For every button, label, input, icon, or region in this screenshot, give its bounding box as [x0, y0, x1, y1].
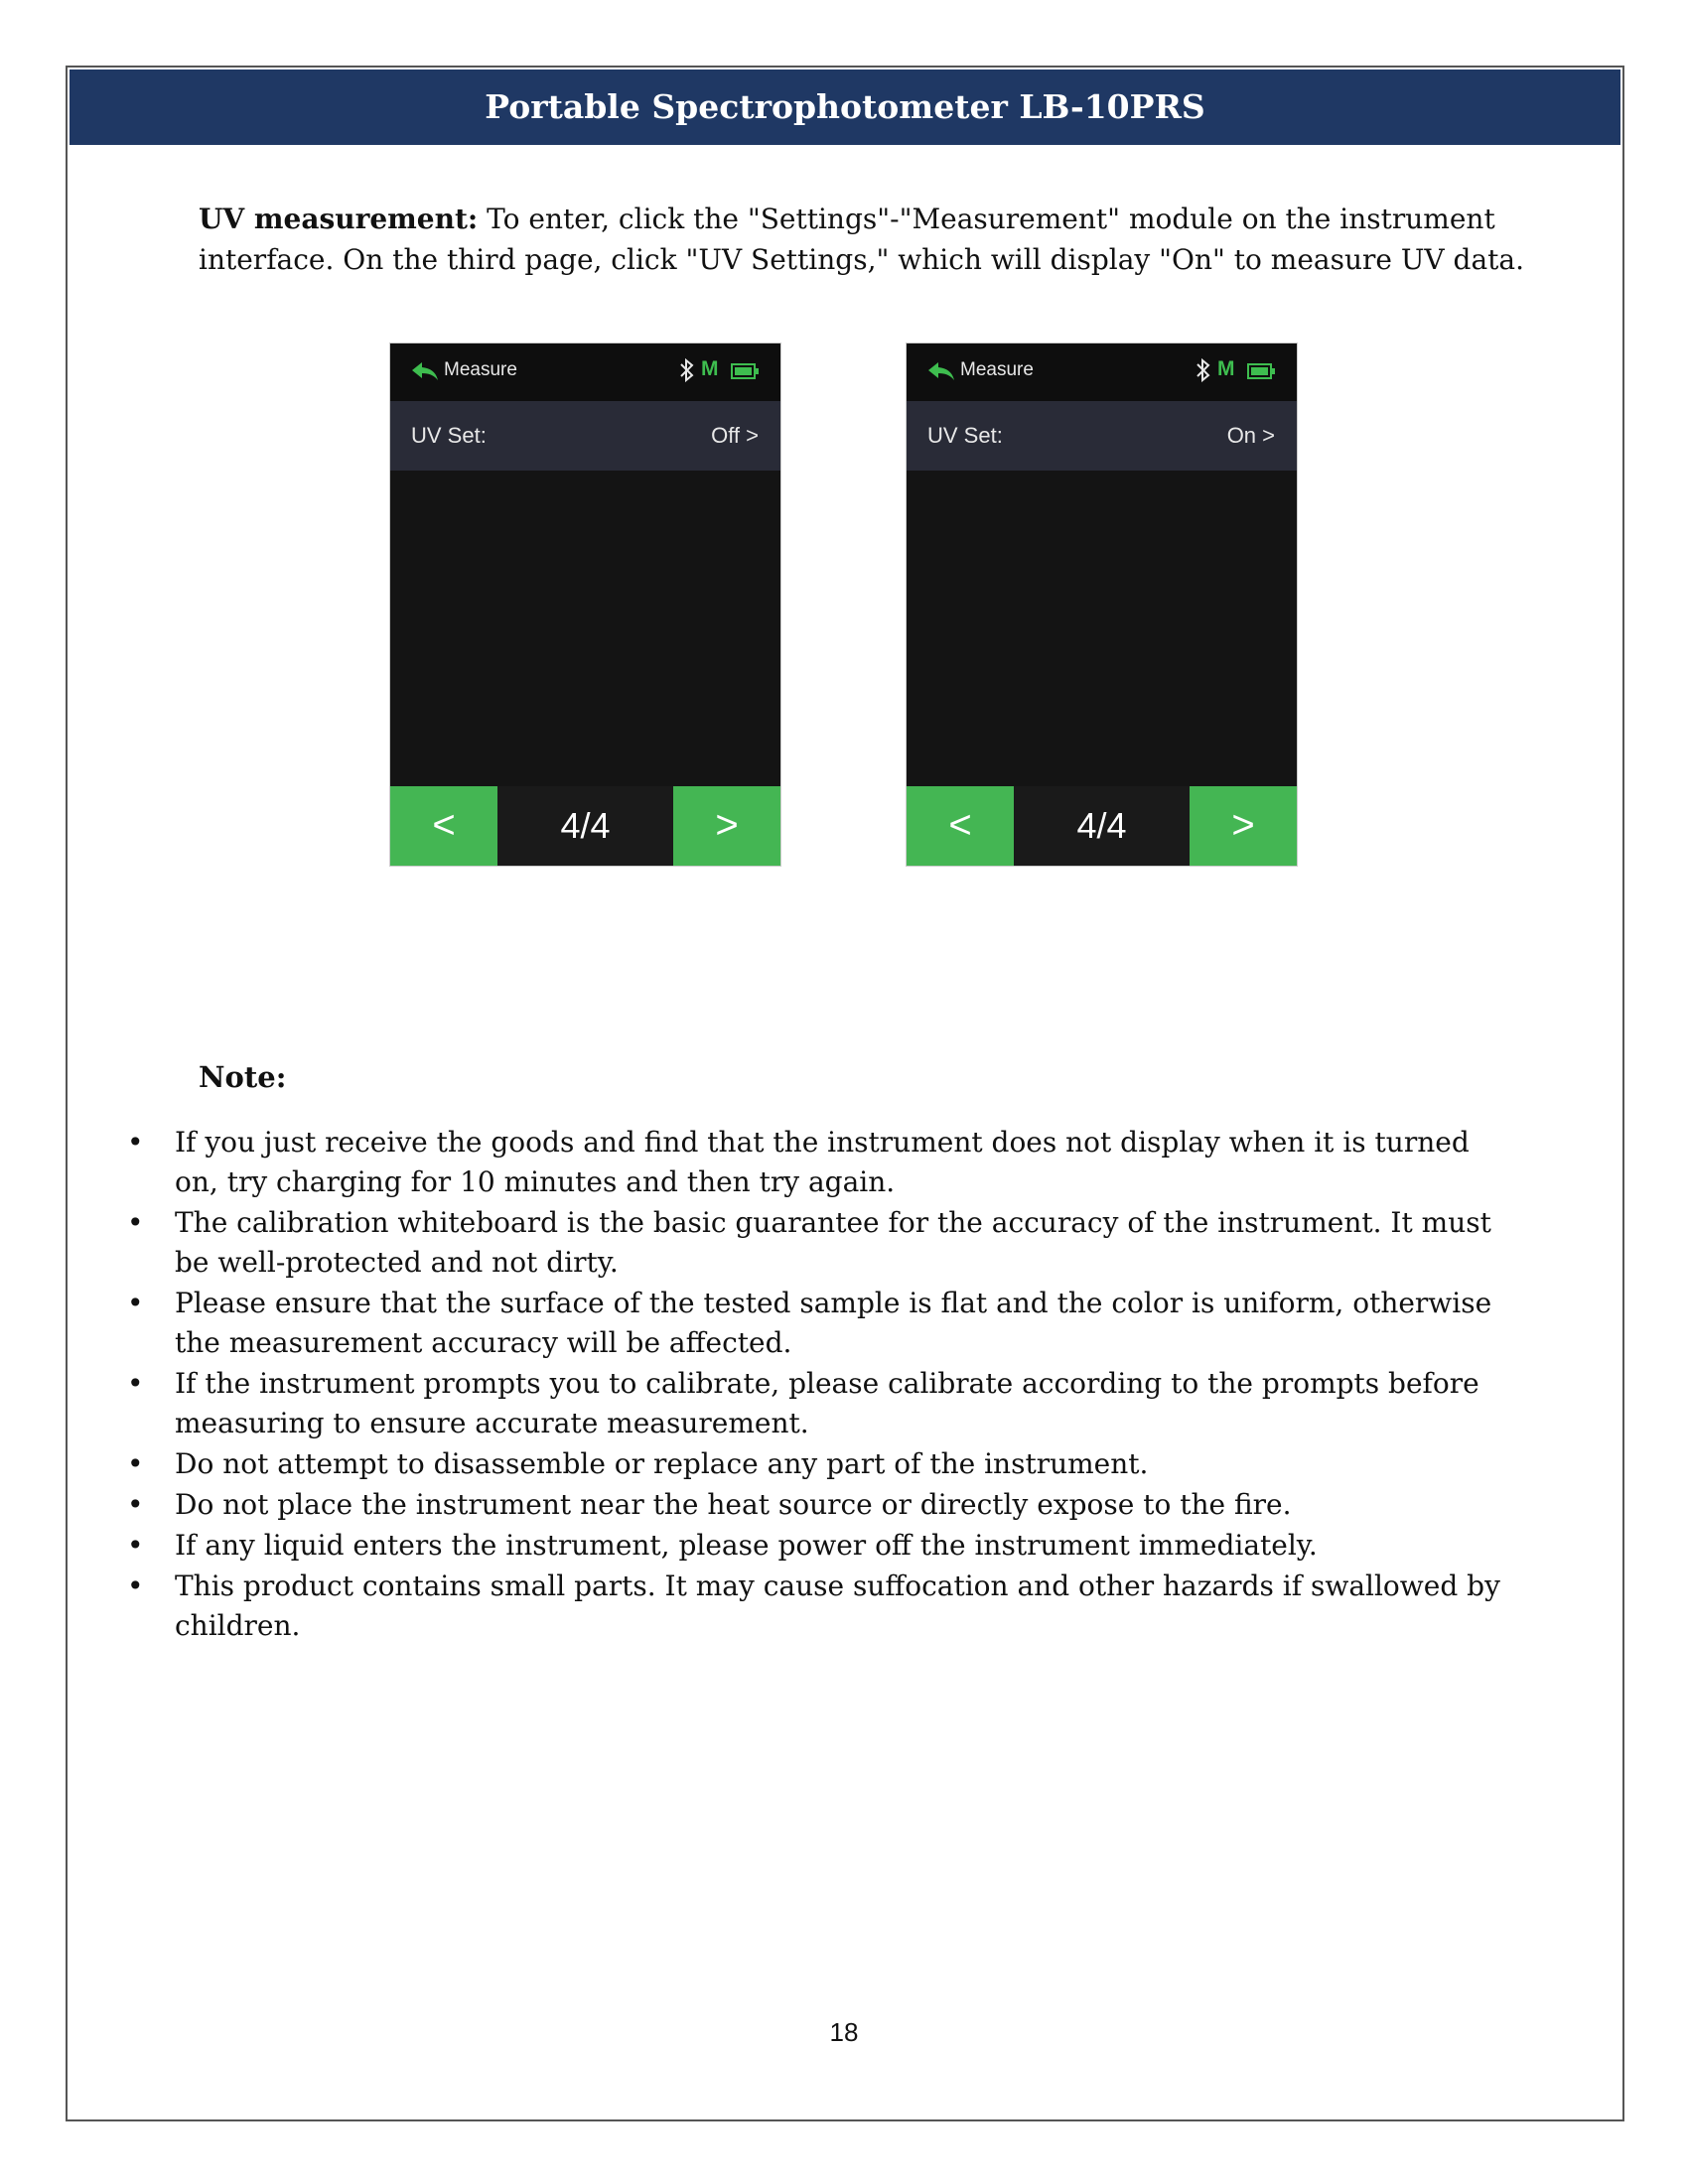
bluetooth-icon: [678, 357, 696, 383]
note-text: If you just receive the goods and find that the instrument does not display when it is turned on, try charging for 10 minutes and then try again.: [175, 1126, 1470, 1198]
device-screen-uv-on: [906, 342, 1298, 867]
bullet: •: [127, 1206, 144, 1239]
back-arrow-icon[interactable]: [926, 360, 956, 382]
page-frame: [66, 66, 1624, 2121]
note-heading: Note:: [199, 1060, 287, 1094]
note-text: If any liquid enters the instrument, please power off the instrument immediately.: [175, 1529, 1318, 1562]
page-title: Portable Spectrophotometer LB-10PRS: [70, 69, 1620, 145]
device-screen-uv-off: [389, 342, 781, 867]
bullet: •: [127, 1529, 144, 1562]
list-item: [127, 1284, 1517, 1363]
mode-indicator: M: [1217, 357, 1235, 380]
list-item: [127, 1485, 1517, 1525]
screen-title: Measure: [444, 359, 517, 380]
note-text: Do not attempt to disassemble or replace any part of the instrument.: [175, 1447, 1149, 1480]
uv-setting-row[interactable]: [907, 401, 1297, 471]
note-text: This product contains small parts. It may cause suffocation and other hazards if swallowed by children.: [175, 1570, 1500, 1642]
note-text: Please ensure that the surface of the tested sample is flat and the color is uniform, otherwise the measurement accuracy will be affected.: [175, 1287, 1492, 1359]
prev-page-button[interactable]: <: [907, 786, 1014, 866]
list-item: [127, 1123, 1517, 1202]
bullet: •: [127, 1367, 144, 1400]
page-indicator: 4/4: [1076, 805, 1127, 846]
setting-value: Off >: [711, 423, 759, 448]
battery-icon: [731, 363, 759, 379]
bullet: •: [127, 1126, 144, 1159]
page-indicator: 4/4: [560, 805, 611, 846]
bullet: •: [127, 1287, 144, 1319]
list-item: [127, 1203, 1517, 1283]
bullet: •: [127, 1570, 144, 1602]
screen-title: Measure: [960, 359, 1034, 380]
status-bar: [390, 343, 780, 401]
bluetooth-icon: [1195, 357, 1212, 383]
bullet: •: [127, 1447, 144, 1480]
back-arrow-icon[interactable]: [410, 360, 440, 382]
intro-text: To enter, click the "Settings"-"Measurement" module on the instrument interface. On the third page, click "UV Settings," which will display "On" to measure UV data.: [199, 203, 1525, 276]
setting-label: UV Set:: [411, 423, 487, 448]
note-text: If the instrument prompts you to calibrate, please calibrate according to the prompts before measuring to ensure accurate measurement.: [175, 1367, 1479, 1439]
bullet: •: [127, 1488, 144, 1521]
list-item: [127, 1526, 1517, 1566]
prev-page-button[interactable]: <: [390, 786, 497, 866]
intro-paragraph: [199, 199, 1529, 280]
setting-label: UV Set:: [927, 423, 1003, 448]
note-list: [127, 1123, 1517, 1647]
next-page-button[interactable]: >: [673, 786, 780, 866]
mode-indicator: M: [701, 357, 719, 380]
uv-setting-row[interactable]: [390, 401, 780, 471]
page-nav-bar: [390, 786, 780, 866]
status-bar: [907, 343, 1297, 401]
list-item: [127, 1364, 1517, 1443]
next-page-button[interactable]: >: [1190, 786, 1297, 866]
setting-value: On >: [1226, 423, 1275, 448]
battery-icon: [1247, 363, 1275, 379]
list-item: [127, 1567, 1517, 1646]
note-text: Do not place the instrument near the heat source or directly expose to the fire.: [175, 1488, 1292, 1521]
intro-label: UV measurement:: [199, 203, 479, 235]
note-text: The calibration whiteboard is the basic guarantee for the accuracy of the instrument. It must be well-protected and not dirty.: [175, 1206, 1491, 1279]
page-number: 18: [829, 2017, 859, 2047]
list-item: [127, 1444, 1517, 1484]
page-nav-bar: [907, 786, 1297, 866]
